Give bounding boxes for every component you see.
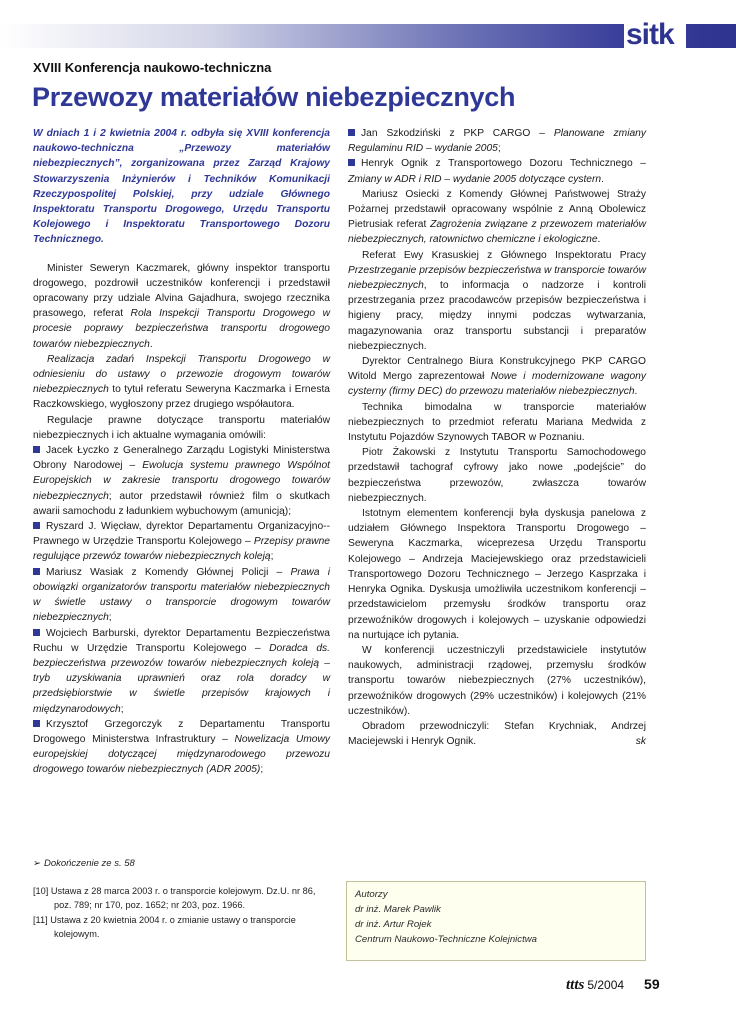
bullet-square-icon (33, 446, 40, 453)
authors-box (346, 881, 646, 961)
conference-label: XVIII Konferencja naukowo-techniczna (33, 60, 272, 75)
bullet-square-icon (33, 522, 40, 529)
paragraph: Technika bimodalna w transporcie materiałów niebezpiecznych to przedmiot referatu Mariana Medwida z Instytutu Pojazdów Szynowych TABOR w Poznaniu. (348, 401, 646, 444)
paragraph: Referat Ewy Krasuskiej z Głównego Inspektoratu Pracy Przestrzeganie przepisów bezpieczeństwa w transporcie towarów niebezpiecznych, to informacja o nadzorze i kontroli przestrzegania przez pracodawców przepisów bezpieczeństwa i higieny pracy, między innymi podczas wytwarzania, magazynowania oraz transportu substancji i preparatów niebezpiecznych. (348, 249, 646, 352)
paragraph: W konferencji uczestniczyli przedstawiciele instytutów naukowych, administracji rządowej, przemysłu środków transportu towarów niebezpiecznych (27% uczestników), przewoźników drogowych (29% uczestników) i kolejowych (21% uczestników). (348, 644, 646, 717)
bullet-square-icon (33, 720, 40, 727)
lead-paragraph: W dniach 1 i 2 kwietnia 2004 r. odbyła się XVIII konferencja naukowo-techniczna „Przewozy materiałów niebezpiecznych”, zorganizowana przez Zarząd Krajowy Stowarzyszenia Inżynierów i Techników Komunikacji Rzeczypospolitej Polskiej, przy udziale Głównego Inspektoratu Transportu Drogowego, Urzędu Transportu Kolejowego i Inspektoratu Transportowego Dozoru Technicznego. (33, 128, 330, 246)
list-item: Mariusz Wasiak z Komendy Głównej Policji – Prawa i obowiązki organizatorów transportu materiałów niebezpiecznych w świetle ustawy o transporcie drogowym towarów niebezpiecznych; (33, 566, 331, 624)
list-item: Krzysztof Grzegorczyk z Departamentu Transportu Drogowego Ministerstwa Infrastruktury – Nowelizacja Umowy europejskiej dotyczącej międzynarodowego przewozu drogowego towarów niebezpiecznych (ADR 2005); (33, 718, 330, 776)
bullet-square-icon (348, 129, 355, 136)
page-number: 59 (644, 976, 660, 992)
author-line: dr inż. Marek Pawlik (355, 904, 441, 915)
page-footer (566, 976, 660, 994)
author-signature: sk (635, 736, 646, 748)
paragraph: Realizacja zadań Inspekcji Transportu Drogowego w odniesieniu do ustawy o przewozie drogowym towarów niebezpiecznych to tytuł referatu Seweryna Kaczmarka i Ernesta Raczkowskiego, wygłoszony przez drugiego współautora. (33, 353, 330, 411)
left-column (33, 126, 330, 778)
publication-logo: ttts (566, 977, 585, 993)
paragraph: Istotnym elementem konferencji była dyskusja panelowa z udziałem Głównego Inspektora Transportu Drogowego – Seweryna Kaczmarka, wiceprezesa Urzędu Transportu Kolejowego – Andrzeja Maciejewskiego oraz przedstawicieli Transportowego Dozoru Technicznego – Jerzego Kasprzaka i Henryka Ognika. Dyskusja umożliwiła uczestnikom konferencji – przedstawicielom przemysłu środków transportu oraz przewoźników drogowych i kolejowych – uzyskanie odpowiedzi na nurtujące ich pytania. (348, 508, 646, 641)
bullet-square-icon (33, 629, 40, 636)
list-item: Henryk Ognik z Transportowego Dozoru Technicznego – Zmiany w ADR i RID – wydanie 2005 dotyczące cystern. (348, 158, 646, 185)
bullet-square-icon (348, 159, 355, 166)
list-item: Jan Szkodziński z PKP CARGO – Planowane zmiany Regulaminu RID – wydanie 2005; (348, 128, 646, 155)
list-item: Ryszard J. Więcław, dyrektor Departamentu Organizacyjno--Prawnego w Urzędzie Transportu Kolejowego – Przepisy prawne regulujące przewóz towarów niebezpiecznych koleją; (33, 521, 330, 563)
list-item: Wojciech Barburski, dyrektor Departamentu Bezpieczeństwa Ruchu w Urzędzie Transportu Kolejowego – Doradca ds. bezpieczeństwa przewozów towarów niebezpiecznych koleją – tryb uzyskiwania uprawnień oraz rola doradcy w przedsiębiorstwie w świetle przepisów krajowych i międzynarodowych; (33, 627, 330, 715)
paragraph: Minister Seweryn Kaczmarek, główny inspektor transportu drogowego, pozdrowił uczestników konferencji i przedstawił opracowany przy udziale Alvina Gajadhura, swojego rzecznika prasowego, referat Rola Inspekcji Transportu Drogowego w procesie poprawy bezpieczeństwa transportu drogowego towarów niebezpiecznych. (33, 262, 330, 350)
paragraph: Obradom przewodniczyli: Stefan Krychniak, Andrzej Maciejewski i Henryk Ognik. sk (348, 719, 646, 749)
continued-note: ➢ Dokończenie ze s. 58 (33, 858, 135, 869)
sitk-logo: sitk (626, 18, 674, 51)
reference-item: [11] Ustawa z 20 kwietnia 2004 r. o zmianie ustawy o transporcie kolejowym. (33, 915, 296, 939)
paragraph: Piotr Żakowski z Instytutu Transportu Samochodowego przedstawił tachograf cyfrowy jako nowe „podejście” do bezpieczeństwa przewozów, zwłaszcza towarów niebezpiecznych. (348, 447, 646, 504)
paragraph: Dyrektor Centralnego Biura Konstrukcyjnego PKP CARGO Witold Mergo zaprezentował Nowe i modernizowane wagony cysterny (firmy DEC) do przewozu materiałów niebezpiecznych. (348, 356, 647, 398)
right-column (348, 126, 646, 749)
article-title: Przewozy materiałów niebezpiecznych (32, 82, 516, 112)
authors-heading: Autorzy (355, 889, 388, 900)
issue-number: 5/2004 (587, 978, 625, 992)
references-list (33, 885, 333, 943)
author-line: dr inż. Artur Rojek (355, 919, 432, 930)
author-line: Centrum Naukowo-Techniczne Kolejnictwa (355, 934, 538, 945)
paragraph: Mariusz Osiecki z Komendy Głównej Państwowej Straży Pożarnej przedstawił opracowany wspólnie z Anną Obolewicz Pietrusiak referat Zagrożenia związane z przewozem materiałów niebezpiecznych, ratownictwo chemiczne i ekologiczne. (348, 188, 647, 246)
paragraph: Regulacje prawne dotyczące transportu materiałów niebezpiecznych i ich aktualne wymagania omówili: (33, 414, 330, 441)
list-item: Jacek Łyczko z Generalnego Zarządu Logistyki Ministerstwa Obrony Narodowej – Ewolucja systemu prawnego Wspólnot Europejskich w zakresie transportu drogowego towarów niebezpiecznych; autor przedstawił również film o skutkach awarii samochodu z ładunkiem wybuchowym (amunicją); (33, 445, 330, 517)
bullet-square-icon (33, 568, 40, 575)
reference-item: [10] Ustawa z 28 marca 2003 r. o transporcie kolejowym. Dz.U. nr 86, poz. 789; nr 170, poz. 1652; nr 203, poz. 1966. (33, 886, 316, 910)
arrow-right-icon: ➢ (33, 858, 41, 869)
